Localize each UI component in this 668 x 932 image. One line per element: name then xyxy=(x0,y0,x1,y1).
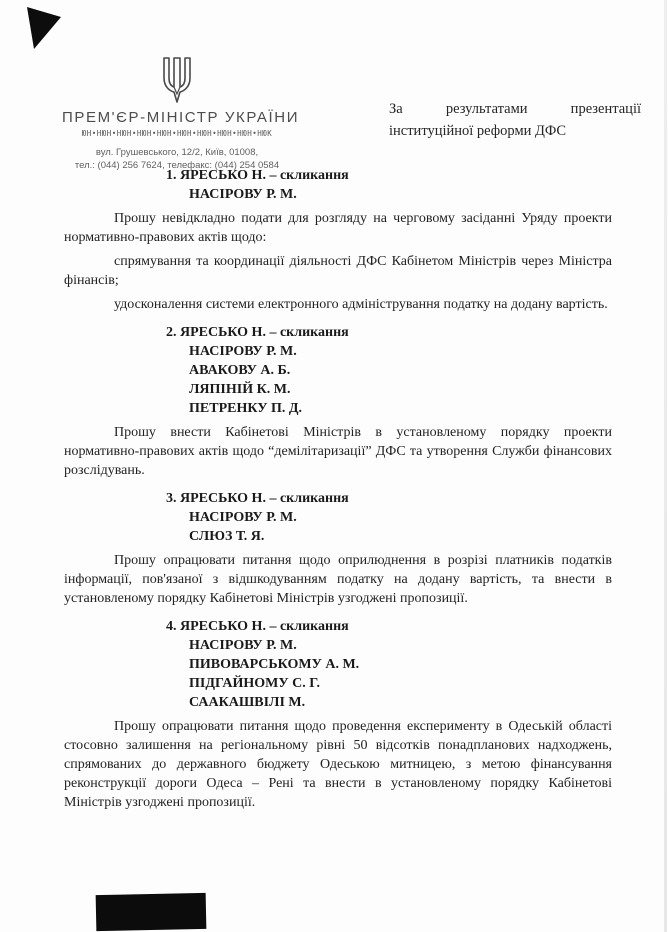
section-heading xyxy=(166,617,612,712)
section-number-line: 2. ЯРЕСЬКО Н. – скликання xyxy=(166,325,349,340)
addressee-line: АВАКОВУ А. Б. xyxy=(189,363,291,378)
scan-artifact-bar xyxy=(96,893,207,931)
subject-note: За результатами презентації інституційної реформи ДФС xyxy=(389,101,641,139)
paragraph: удосконалення системи електронного адміністрування податку на додану вартість. xyxy=(114,297,608,312)
addressee-line: ПИВОВАРСЬКОМУ А. М. xyxy=(189,657,360,672)
ukraine-trident-emblem-icon xyxy=(160,56,194,104)
address-line-2: тел.: (044) 256 7624, телефакс: (044) 254 0584 xyxy=(74,159,280,171)
section-heading xyxy=(166,489,612,546)
addressee-line: СЛЮЗ Т. Я. xyxy=(189,529,265,544)
paragraph: Прошу внести Кабінетові Міністрів в установленому порядку проекти нормативно-правових актів щодо “демілітаризації” ДФС та утворення Служби фінансових розслідувань. xyxy=(64,425,612,478)
section-number-line: 1. ЯРЕСЬКО Н. – скликання xyxy=(166,168,349,183)
resolution-section-2 xyxy=(64,323,612,480)
section-number-line: 4. ЯРЕСЬКО Н. – скликання xyxy=(166,619,349,634)
addressee-line: СААКАШВІЛІ М. xyxy=(189,695,306,710)
addressee-line: НАСІРОВУ Р. М. xyxy=(189,187,297,202)
addressee-line: ЛЯПІНІЙ К. М. xyxy=(189,382,291,397)
addressee-line: НАСІРОВУ Р. М. xyxy=(189,638,297,653)
address-line-1: вул. Грушевського, 12/2, Київ, 01008, xyxy=(95,147,259,158)
document-body xyxy=(64,166,612,817)
letterhead xyxy=(62,56,300,173)
addressee-line: ПІДГАЙНОМУ С. Г. xyxy=(189,676,321,691)
paragraph: Прошу невідкладно подати для розгляду на черговому засіданні Уряду проекти нормативно-правових актів щодо: xyxy=(64,211,612,245)
resolution-section-3 xyxy=(64,489,612,608)
section-heading xyxy=(166,323,612,418)
paragraph: Прошу опрацювати питання щодо оприлюднення в розрізі платників податків інформації, пов'язаної з відшкодуванням податку на додану вартість, та внести в установленому порядку Кабінетові Міністрів узгоджені пропозиції. xyxy=(64,553,612,606)
addressee-line: ПЕТРЕНКУ П. Д. xyxy=(189,401,303,416)
section-heading xyxy=(166,166,612,204)
resolution-section-4 xyxy=(64,617,612,812)
resolution-section-1 xyxy=(64,166,612,314)
letterhead-ornament-divider: ЮН•НЮН•НЮН•НЮН•НЮН•НЮН•НЮН•НЮН•НЮН•НЮК xyxy=(81,129,273,138)
scan-artifact-triangle-icon xyxy=(22,4,64,52)
paragraph: спрямування та координації діяльності ДФС Кабінетом Міністрів через Міністра фінансів; xyxy=(64,254,612,288)
paragraph: Прошу опрацювати питання щодо проведення експерименту в Одеській області стосовно залишення на регіональному рівні 50 відсотків понадпланових надходжень, спрямованих до державного бюджету Одеською митницею, з метою фінансування реконструкції дороги Одеса – Рені та внести в установленому порядку Кабінетові Міністрів узгоджені пропозиції. xyxy=(64,719,612,810)
letterhead-title: ПРЕМ'ЄР-МІНІСТР УКРАЇНИ xyxy=(62,109,300,126)
section-number-line: 3. ЯРЕСЬКО Н. – скликання xyxy=(166,491,349,506)
addressee-line: НАСІРОВУ Р. М. xyxy=(189,344,297,359)
addressee-line: НАСІРОВУ Р. М. xyxy=(189,510,297,525)
